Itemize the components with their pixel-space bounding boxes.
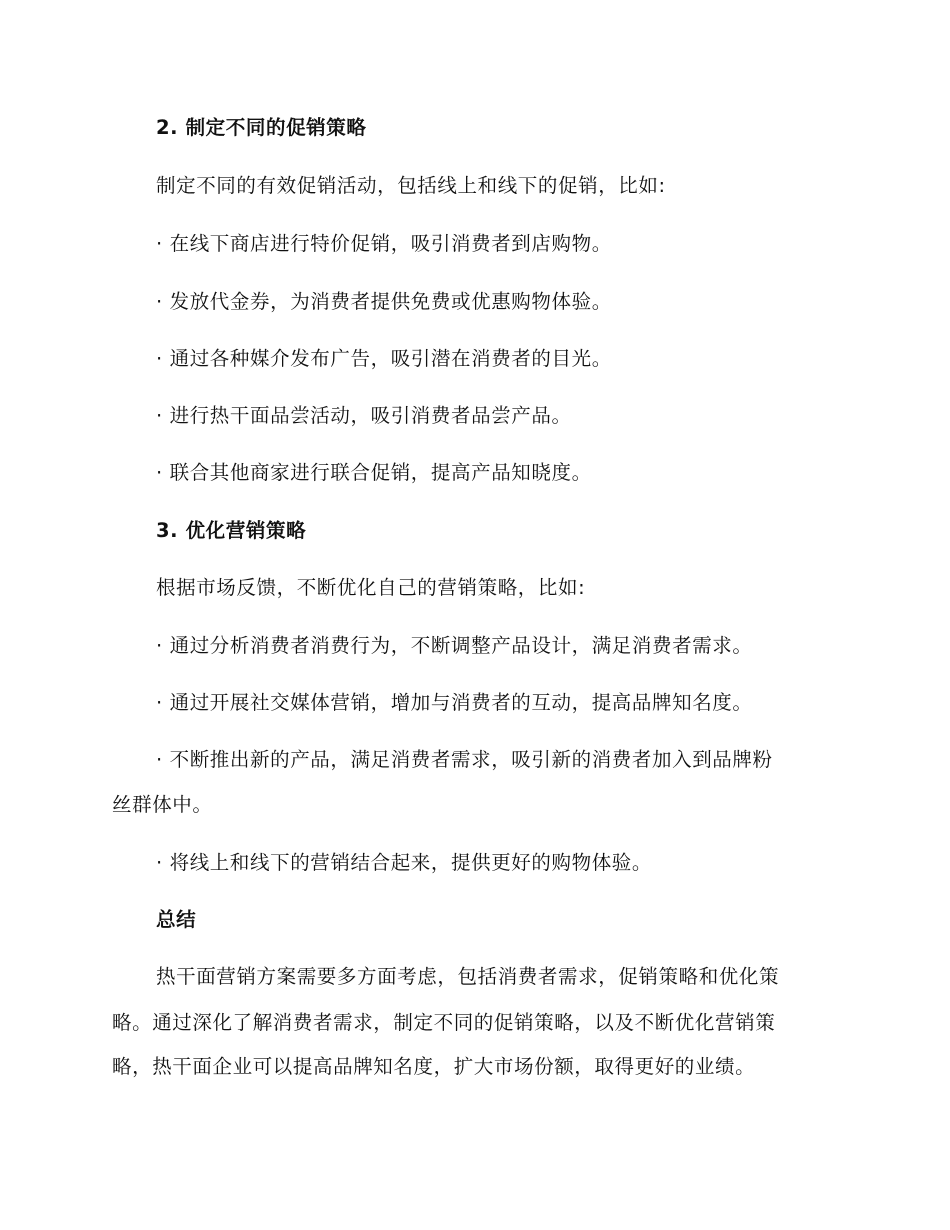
section-2-item-5: · 联合其他商家进行联合促销，提高产品知晓度。 [156, 461, 592, 484]
section-3-item-4: · 将线上和线下的营销结合起来，提供更好的购物体验。 [156, 851, 652, 874]
section-2-item-1: · 在线下商店进行特价促销，吸引消费者到店购物。 [156, 232, 612, 255]
section-3-item-3-continued: 丝群体中。 [112, 793, 213, 816]
section-2-intro: 制定不同的有效促销活动，包括线上和线下的促销，比如: [156, 174, 666, 197]
section-2-item-2: · 发放代金券，为消费者提供免费或优惠购物体验。 [156, 290, 612, 313]
section-3-item-1: · 通过分析消费者消费行为，不断调整产品设计，满足消费者需求。 [156, 634, 753, 657]
summary-line-3: 略，热干面企业可以提高品牌知名度，扩大市场份额，取得更好的业绩。 [112, 1055, 756, 1078]
section-3-item-3: · 不断推出新的产品，满足消费者需求，吸引新的消费者加入到品牌粉 [156, 748, 773, 771]
summary-line-2: 略。通过深化了解消费者需求，制定不同的促销策略，以及不断优化营销策 [112, 1011, 776, 1034]
section-3-intro: 根据市场反馈，不断优化自己的营销策略，比如: [156, 576, 586, 599]
section-2-heading: 2. 制定不同的促销策略 [156, 116, 367, 139]
section-2-item-3: · 通过各种媒介发布广告，吸引潜在消费者的目光。 [156, 347, 612, 370]
summary-heading: 总结 [156, 908, 197, 931]
summary-line-1: 热干面营销方案需要多方面考虑，包括消费者需求，促销策略和优化策 [156, 965, 780, 988]
section-3-item-2: · 通过开展社交媒体营销，增加与消费者的互动，提高品牌知名度。 [156, 691, 753, 714]
section-2-item-4: · 进行热干面品尝活动，吸引消费者品尝产品。 [156, 404, 572, 427]
section-3-heading: 3. 优化营销策略 [156, 519, 307, 542]
